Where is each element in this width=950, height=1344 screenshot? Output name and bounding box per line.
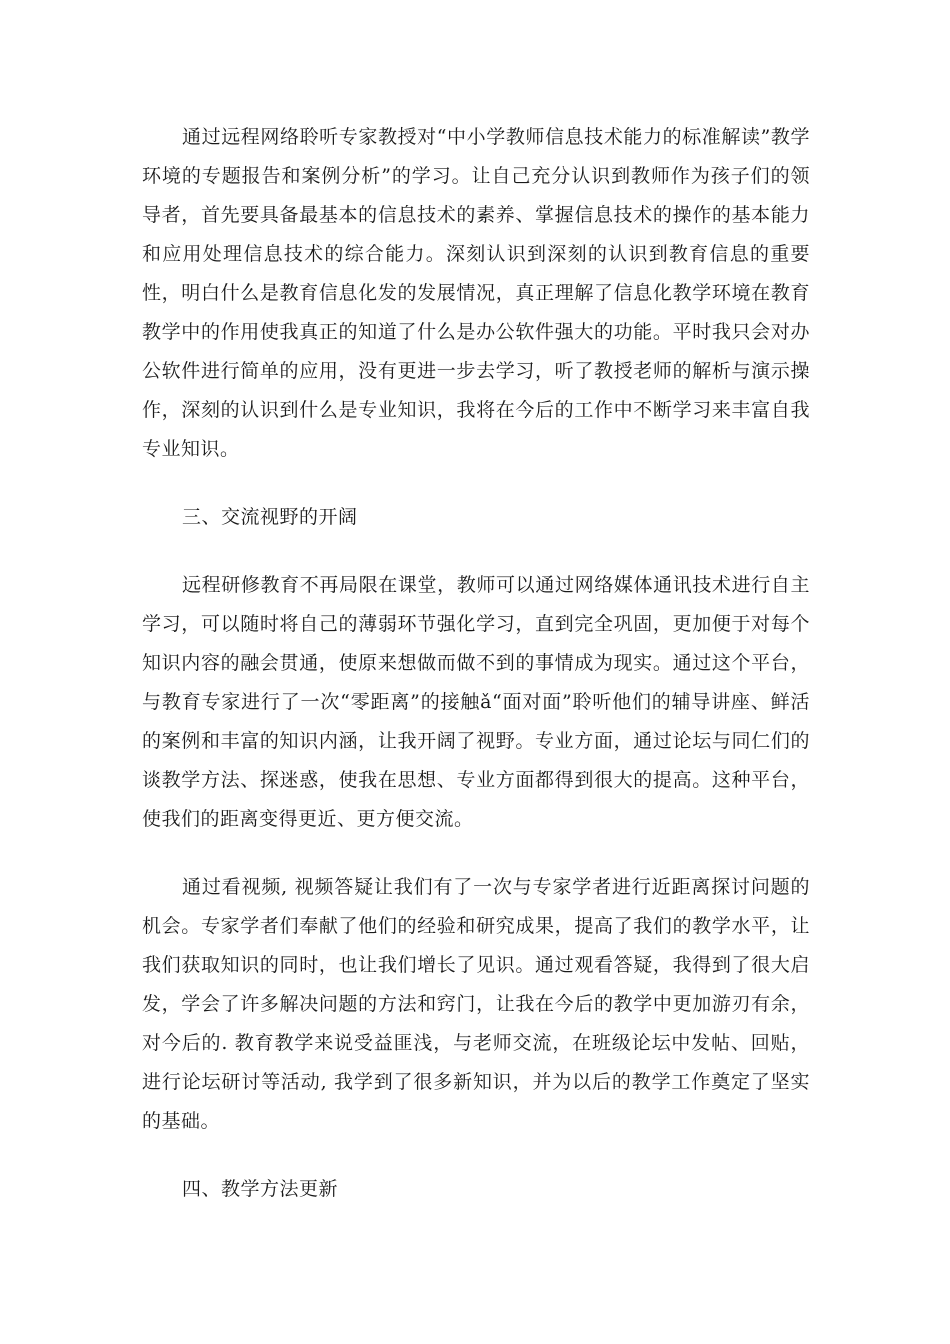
paragraph-remote-training: 远程研修教育不再局限在课堂，教师可以通过网络媒体通讯技术进行自主学习，可以随时将自己的薄弱环节强化学习，直到完全巩固，更加便于对每个知识内容的融会贯通，使原来想做而做不到的事情成为现实。通过这个平台，与教育专家进行了一次“零距离”的接触ǎ“面对面”聆听他们的辅导讲座、鲜活的案例和丰富的知识内涵，让我开阔了视野。专业方面，通过论坛与同仁们的谈教学方法、探迷惑，使我在思想、专业方面都得到很大的提高。这种平台，使我们的距离变得更近、更方便交流。 bbox=[142, 574, 810, 830]
document-body bbox=[142, 118, 810, 1238]
paragraph-video-qa: 通过看视频, 视频答疑让我们有了一次与专家学者进行近距离探讨问题的机会。专家学者们奉献了他们的经验和研究成果，提高了我们的教学水平，让我们获取知识的同时，也让我们增长了见识。通过观看答疑，我得到了很大启发，学会了许多解决问题的方法和窍门，让我在今后的教学中更加游刃有余，对今后的. 教育教学来说受益匪浅，与老师交流，在班级论坛中发帖、回贴，进行论坛研讨等活动, 我学到了很多新知识，并为以后的教学工作奠定了坚实的基础。 bbox=[142, 876, 810, 1132]
section-heading-3: 三、交流视野的开阔 bbox=[182, 506, 358, 528]
paragraph-remote-learning: 通过远程网络聆听专家教授对“中小学教师信息技术能力的标准解读”教学环境的专题报告和案例分析”的学习。让自己充分认识到教师作为孩子们的领导者，首先要具备最基本的信息技术的素养、掌握信息技术的操作的基本能力和应用处理信息技术的综合能力。深刻认识到深刻的认识到教育信息的重要性，明白什么是教育信息化发的发展情况，真正理解了信息化教学环境在教育教学中的作用使我真正的知道了什么是办公软件强大的功能。平时我只会对办公软件进行简单的应用，没有更进一步去学习，听了教授老师的解析与演示操作，深刻的认识到什么是专业知识，我将在今后的工作中不断学习来丰富自我专业知识。 bbox=[142, 126, 810, 460]
section-heading-4: 四、教学方法更新 bbox=[182, 1178, 339, 1200]
